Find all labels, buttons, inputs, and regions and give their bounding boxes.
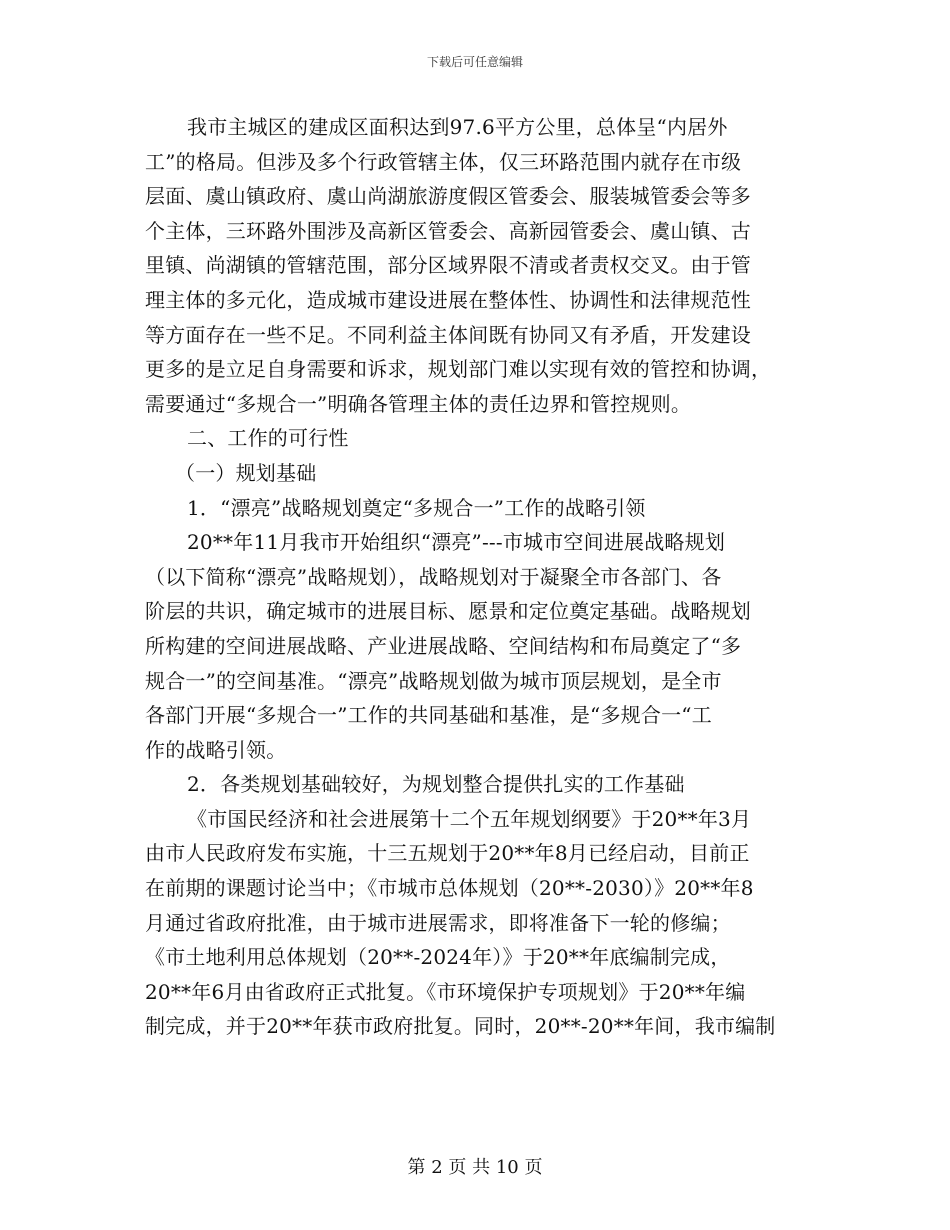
item-heading: 2．各类规划基础较好，为规划整合提供扎实的工作基础 — [187, 772, 685, 797]
paragraph-line: 工”的格局。但涉及多个行政管辖主体，仅三环路范围内就存在市级 — [145, 149, 742, 174]
paragraph-line: 制完成，并于20**年获市政府批复。同时，20**-20**年间，我市编制 — [145, 1014, 776, 1039]
paragraph-line: 个主体，三环路外围涉及高新区管委会、高新园管委会、虞山镇、古 — [145, 218, 751, 243]
paragraph-line: 在前期的课题讨论当中；《市城市总体规划（20**-2030）》20**年8 — [145, 876, 754, 901]
paragraph-line: 所构建的空间进展战略、产业进展战略、空间结构和布局奠定了“多 — [145, 633, 742, 658]
paragraph-line: 阶层的共识，确定城市的进展目标、愿景和定位奠定基础。战略规划 — [145, 599, 751, 624]
paragraph-line: （以下简称“漂亮”战略规划），战略规划对于凝聚全市各部门、各 — [145, 564, 722, 589]
paragraph-line: 需要通过“多规合一”明确各管理主体的责任边界和管控规则。 — [145, 391, 692, 416]
paragraph-line: 理主体的多元化，造成城市建设进展在整体性、协调性和法律规范性 — [145, 287, 751, 312]
paragraph-line: 里镇、尚湖镇的管辖范围，部分区域界限不清或者责权交叉。由于管 — [145, 253, 751, 278]
paragraph-line: 更多的是立足自身需要和诉求，规划部门难以实现有效的管控和协调， — [145, 357, 772, 382]
paragraph-line: 等方面存在一些不足。不同利益主体间既有协同又有矛盾，开发建设 — [145, 322, 751, 347]
paragraph-line: 《市土地利用总体规划（20**-2024年）》于20**年底编制完成， — [145, 945, 731, 970]
paragraph-line: 由市人民政府发布实施，十三五规划于20**年8月已经启动，目前正 — [145, 841, 750, 866]
paragraph-line: 作的战略引领。 — [145, 737, 287, 762]
document-body — [145, 110, 810, 1044]
paragraph-line: 层面、虞山镇政府、虞山尚湖旅游度假区管委会、服装城管委会等多 — [145, 184, 751, 209]
paragraph-line: 20**年11月我市开始组织“漂亮”---市城市空间进展战略规划 — [187, 530, 726, 555]
paragraph-line: 《市国民经济和社会进展第十二个五年规划纲要》于20**年3月 — [187, 806, 752, 831]
page-header-note: 下载后可任意编辑 — [426, 55, 523, 69]
paragraph-line: 月通过省政府批准，由于城市进展需求，即将准备下一轮的修编； — [145, 910, 731, 935]
paragraph-line: 规合一”的空间基准。“漂亮”战略规划做为城市顶层规划，是全市 — [145, 668, 722, 693]
paragraph-line: 各部门开展“多规合一”工作的共同基础和基准，是“多规合一“工 — [145, 703, 712, 728]
item-heading: 1．“漂亮”战略规划奠定“多规合一”工作的战略引领 — [187, 495, 646, 520]
paragraph-line: 我市主城区的建成区面积达到97.6平方公里，总体呈“内居外 — [187, 115, 728, 139]
section-heading: 二、工作的可行性 — [187, 426, 349, 451]
paragraph-line: 20**年6月由省政府正式批复。《市环境保护专项规划》于20**年编 — [145, 979, 746, 1004]
subsection-heading: （一）规划基础 — [175, 460, 317, 485]
page-number: 第 2 页 共 10 页 — [407, 1157, 543, 1178]
